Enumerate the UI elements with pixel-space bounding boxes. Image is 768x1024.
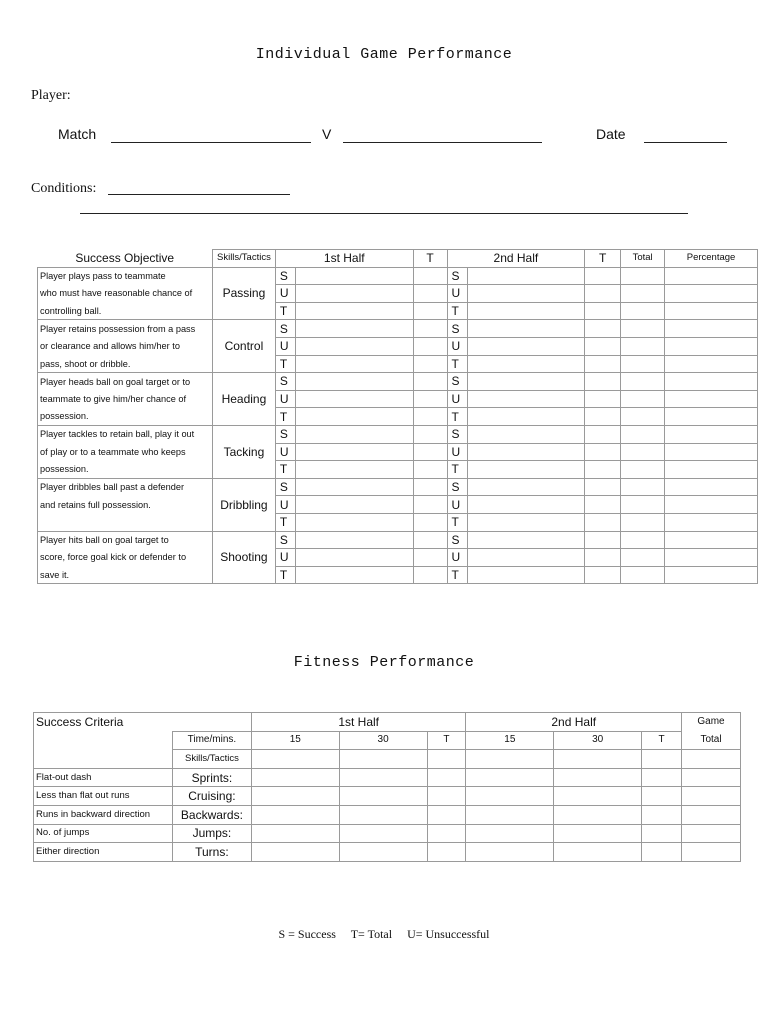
total-cell[interactable] (621, 302, 665, 320)
fitness-entry-cell[interactable] (339, 805, 427, 824)
second-half-tally-cell[interactable] (467, 408, 585, 426)
first-half-total-cell[interactable] (413, 531, 447, 549)
fitness-entry-cell[interactable] (339, 787, 427, 806)
objective-description (38, 513, 213, 531)
total-cell[interactable] (621, 478, 665, 496)
outcome-letter: T (275, 355, 295, 373)
second-half-total-cell[interactable] (585, 355, 621, 373)
fitness-entry-cell[interactable] (339, 768, 427, 787)
first-half-tally-cell[interactable] (295, 267, 413, 285)
match-label: Match (58, 126, 97, 142)
second-half-tally-cell[interactable] (467, 566, 585, 584)
first-half-total-cell[interactable] (413, 302, 447, 320)
vs-label: V (322, 126, 332, 142)
outcome-letter: U (275, 285, 295, 303)
fitness-skill: Sprints: (172, 768, 251, 787)
header-first-half: 1st Half (275, 250, 413, 268)
total-cell[interactable] (621, 443, 665, 461)
first-half-total-cell[interactable] (413, 566, 447, 584)
conditions-line[interactable] (108, 194, 290, 195)
percentage-cell[interactable] (665, 373, 758, 391)
first-half-total-cell[interactable] (413, 373, 447, 391)
percentage-cell[interactable] (665, 320, 758, 338)
fitness-header-row-3 (34, 750, 741, 769)
objective-description: Player heads ball on goal target or to (38, 373, 213, 391)
outcome-letter: S (447, 425, 467, 443)
first-half-total-cell[interactable] (413, 337, 447, 355)
outcome-letter: U (447, 496, 467, 514)
fitness-title: Fitness Performance (293, 654, 475, 671)
total-cell[interactable] (621, 373, 665, 391)
conditions-line-2[interactable] (80, 213, 688, 214)
second-half-total-cell[interactable] (585, 531, 621, 549)
skill-label: Shooting (212, 531, 275, 584)
fitness-header-row-2 (34, 731, 741, 750)
second-half-tally-cell[interactable] (467, 549, 585, 567)
header-total: Total (621, 250, 665, 268)
first-half-tally-cell[interactable] (295, 355, 413, 373)
second-half-tally-cell[interactable] (467, 513, 585, 531)
fitness-header-game: Game (682, 713, 741, 732)
fitness-entry-cell[interactable] (339, 824, 427, 843)
fitness-skill: Jumps: (172, 824, 251, 843)
first-half-total-cell[interactable] (413, 461, 447, 479)
first-half-tally-cell[interactable] (295, 496, 413, 514)
outcome-letter: T (447, 408, 467, 426)
performance-table (37, 249, 758, 584)
page-title: Individual Game Performance (255, 46, 513, 63)
percentage-cell[interactable] (665, 531, 758, 549)
outcome-letter: S (447, 267, 467, 285)
fitness-entry-cell[interactable] (682, 824, 741, 843)
first-half-tally-cell[interactable] (295, 285, 413, 303)
first-half-total-cell[interactable] (413, 285, 447, 303)
outcome-letter: U (447, 443, 467, 461)
second-half-tally-cell[interactable] (467, 425, 585, 443)
fitness-entry-cell[interactable] (682, 768, 741, 787)
total-cell[interactable] (621, 337, 665, 355)
first-half-tally-cell[interactable] (295, 320, 413, 338)
first-half-total-cell[interactable] (413, 267, 447, 285)
total-cell[interactable] (621, 355, 665, 373)
fitness-entry-cell[interactable] (642, 787, 682, 806)
first-half-total-cell[interactable] (413, 425, 447, 443)
header-second-half: 2nd Half (447, 250, 585, 268)
fitness-skill: Cruising: (172, 787, 251, 806)
second-half-total-cell[interactable] (585, 496, 621, 514)
total-cell[interactable] (621, 267, 665, 285)
first-half-tally-cell[interactable] (295, 390, 413, 408)
performance-row (38, 566, 758, 584)
objective-description: possession. (38, 461, 213, 479)
second-half-total-cell[interactable] (585, 302, 621, 320)
performance-row (38, 549, 758, 567)
fitness-entry-cell[interactable] (466, 805, 554, 824)
header-skills-tactics: Skills/Tactics (212, 250, 275, 268)
second-half-tally-cell[interactable] (467, 443, 585, 461)
total-cell[interactable] (621, 531, 665, 549)
fitness-entry-cell[interactable] (427, 768, 466, 787)
fitness-entry-cell[interactable] (466, 824, 554, 843)
percentage-cell[interactable] (665, 461, 758, 479)
performance-row (38, 373, 758, 391)
outcome-letter: T (447, 355, 467, 373)
fitness-entry-cell[interactable] (642, 805, 682, 824)
first-half-tally-cell[interactable] (295, 566, 413, 584)
fitness-col-15-second: 15 (466, 731, 554, 750)
second-half-tally-cell[interactable] (467, 285, 585, 303)
outcome-letter: T (275, 461, 295, 479)
first-half-total-cell[interactable] (413, 478, 447, 496)
total-cell[interactable] (621, 461, 665, 479)
legend: S = Success T= Total U= Unsuccessful (278, 927, 490, 941)
second-half-total-cell[interactable] (585, 373, 621, 391)
second-half-tally-cell[interactable] (467, 320, 585, 338)
header-t-first: T (413, 250, 447, 268)
fitness-row (34, 824, 741, 843)
percentage-cell[interactable] (665, 425, 758, 443)
percentage-cell[interactable] (665, 513, 758, 531)
outcome-letter: T (447, 302, 467, 320)
second-half-total-cell[interactable] (585, 513, 621, 531)
performance-header-row (38, 250, 758, 268)
fitness-row (34, 768, 741, 787)
fitness-col-15-first: 15 (251, 731, 339, 750)
second-half-tally-cell[interactable] (467, 337, 585, 355)
total-cell[interactable] (621, 566, 665, 584)
fitness-criteria: Either direction (34, 843, 173, 862)
first-half-tally-cell[interactable] (295, 408, 413, 426)
first-half-total-cell[interactable] (413, 513, 447, 531)
date-line[interactable] (644, 142, 727, 143)
fitness-header-total: Total (682, 731, 741, 750)
second-half-tally-cell[interactable] (467, 373, 585, 391)
performance-row (38, 513, 758, 531)
outcome-letter: U (447, 549, 467, 567)
fitness-entry-cell[interactable] (642, 768, 682, 787)
outcome-letter: T (447, 513, 467, 531)
outcome-letter: U (447, 390, 467, 408)
fitness-criteria: Runs in backward direction (34, 805, 173, 824)
outcome-letter: S (447, 478, 467, 496)
fitness-row (34, 787, 741, 806)
performance-row (38, 425, 758, 443)
second-half-tally-cell[interactable] (467, 496, 585, 514)
total-cell[interactable] (621, 320, 665, 338)
fitness-entry-cell[interactable] (339, 843, 427, 862)
header-success-criteria: Success Criteria (34, 713, 252, 732)
total-cell[interactable] (621, 549, 665, 567)
fitness-skill: Turns: (172, 843, 251, 862)
performance-row (38, 355, 758, 373)
fitness-col-t-second: T (642, 731, 682, 750)
second-half-tally-cell[interactable] (467, 478, 585, 496)
date-label: Date (596, 126, 626, 142)
first-half-total-cell[interactable] (413, 390, 447, 408)
fitness-entry-cell[interactable] (642, 843, 682, 862)
total-cell[interactable] (621, 408, 665, 426)
fitness-col-t-first: T (427, 731, 466, 750)
fitness-entry-cell[interactable] (427, 843, 466, 862)
objective-description: pass, shoot or dribble. (38, 355, 213, 373)
outcome-letter: T (275, 302, 295, 320)
opponent-line[interactable] (343, 142, 542, 143)
first-half-tally-cell[interactable] (295, 373, 413, 391)
outcome-letter: T (447, 461, 467, 479)
header-success-objective: Success Objective (75, 251, 175, 266)
percentage-cell[interactable] (665, 302, 758, 320)
objective-description: Player plays pass to teammate (38, 267, 213, 285)
objective-description: and retains full possession. (38, 496, 213, 514)
fitness-entry-cell[interactable] (251, 787, 339, 806)
total-cell[interactable] (621, 513, 665, 531)
fitness-entry-cell[interactable] (466, 768, 554, 787)
fitness-entry-cell[interactable] (251, 843, 339, 862)
fitness-entry-cell[interactable] (466, 787, 554, 806)
percentage-cell[interactable] (665, 443, 758, 461)
performance-row (38, 267, 758, 285)
first-half-tally-cell[interactable] (295, 478, 413, 496)
outcome-letter: S (275, 320, 295, 338)
fitness-entry-cell[interactable] (554, 768, 642, 787)
percentage-cell[interactable] (665, 355, 758, 373)
objective-description: save it. (38, 566, 213, 584)
conditions-label: Conditions: (31, 181, 97, 196)
second-half-tally-cell[interactable] (467, 267, 585, 285)
second-half-total-cell[interactable] (585, 267, 621, 285)
header-percentage: Percentage (665, 250, 758, 268)
performance-row (38, 408, 758, 426)
objective-description: Player tackles to retain ball, play it out (38, 425, 213, 443)
percentage-cell[interactable] (665, 267, 758, 285)
objective-description: possession. (38, 408, 213, 426)
fitness-entry-cell[interactable] (682, 805, 741, 824)
outcome-letter: U (275, 549, 295, 567)
performance-row (38, 443, 758, 461)
objective-description: teammate to give him/her chance of (38, 390, 213, 408)
fitness-entry-cell[interactable] (554, 805, 642, 824)
second-half-total-cell[interactable] (585, 461, 621, 479)
fitness-table (33, 712, 741, 862)
percentage-cell[interactable] (665, 285, 758, 303)
second-half-total-cell[interactable] (585, 408, 621, 426)
second-half-tally-cell[interactable] (467, 390, 585, 408)
first-half-total-cell[interactable] (413, 320, 447, 338)
fitness-col-30-second: 30 (554, 731, 642, 750)
first-half-tally-cell[interactable] (295, 461, 413, 479)
fitness-header-row-1 (34, 713, 741, 732)
performance-row (38, 390, 758, 408)
percentage-cell[interactable] (665, 478, 758, 496)
outcome-letter: U (447, 285, 467, 303)
total-cell[interactable] (621, 496, 665, 514)
fitness-skill: Backwards: (172, 805, 251, 824)
outcome-letter: S (275, 373, 295, 391)
fitness-header-first-half: 1st Half (251, 713, 466, 732)
outcome-letter: T (275, 513, 295, 531)
first-half-tally-cell[interactable] (295, 513, 413, 531)
fitness-col-30-first: 30 (339, 731, 427, 750)
percentage-cell[interactable] (665, 337, 758, 355)
fitness-entry-cell[interactable] (682, 787, 741, 806)
header-t-second: T (585, 250, 621, 268)
outcome-letter: T (275, 566, 295, 584)
skill-label: Control (212, 320, 275, 373)
performance-row (38, 478, 758, 496)
second-half-total-cell[interactable] (585, 337, 621, 355)
header-fitness-skills-tactics: Skills/Tactics (172, 750, 251, 769)
outcome-letter: U (275, 443, 295, 461)
total-cell[interactable] (621, 425, 665, 443)
total-cell[interactable] (621, 285, 665, 303)
first-half-tally-cell[interactable] (295, 443, 413, 461)
fitness-row (34, 805, 741, 824)
first-half-total-cell[interactable] (413, 496, 447, 514)
outcome-letter: U (275, 390, 295, 408)
first-half-tally-cell[interactable] (295, 549, 413, 567)
outcome-letter: S (275, 531, 295, 549)
second-half-total-cell[interactable] (585, 478, 621, 496)
fitness-row (34, 843, 741, 862)
percentage-cell[interactable] (665, 390, 758, 408)
skill-label: Tacking (212, 425, 275, 478)
percentage-cell[interactable] (665, 566, 758, 584)
performance-row (38, 302, 758, 320)
performance-row (38, 531, 758, 549)
outcome-letter: S (447, 531, 467, 549)
match-team-line[interactable] (111, 142, 311, 143)
outcome-letter: T (447, 566, 467, 584)
skill-label: Passing (212, 267, 275, 320)
skill-label: Heading (212, 373, 275, 426)
performance-row (38, 285, 758, 303)
first-half-tally-cell[interactable] (295, 302, 413, 320)
fitness-entry-cell[interactable] (251, 805, 339, 824)
header-time-mins: Time/mins. (172, 731, 251, 750)
objective-description: Player retains possession from a pass (38, 320, 213, 338)
fitness-entry-cell[interactable] (427, 787, 466, 806)
outcome-letter: S (275, 478, 295, 496)
outcome-letter: T (275, 408, 295, 426)
fitness-header-second-half: 2nd Half (466, 713, 682, 732)
performance-row (38, 337, 758, 355)
fitness-entry-cell[interactable] (554, 843, 642, 862)
skill-label: Dribbling (212, 478, 275, 531)
objective-description: Player hits ball on goal target to (38, 531, 213, 549)
fitness-entry-cell[interactable] (554, 824, 642, 843)
second-half-total-cell[interactable] (585, 390, 621, 408)
fitness-entry-cell[interactable] (427, 824, 466, 843)
fitness-entry-cell[interactable] (251, 768, 339, 787)
second-half-total-cell[interactable] (585, 320, 621, 338)
second-half-total-cell[interactable] (585, 549, 621, 567)
outcome-letter: S (275, 425, 295, 443)
second-half-total-cell[interactable] (585, 566, 621, 584)
performance-row (38, 320, 758, 338)
second-half-total-cell[interactable] (585, 285, 621, 303)
second-half-tally-cell[interactable] (467, 531, 585, 549)
second-half-tally-cell[interactable] (467, 302, 585, 320)
objective-description: score, force goal kick or defender to (38, 549, 213, 567)
first-half-tally-cell[interactable] (295, 531, 413, 549)
second-half-tally-cell[interactable] (467, 461, 585, 479)
second-half-total-cell[interactable] (585, 425, 621, 443)
percentage-cell[interactable] (665, 496, 758, 514)
first-half-total-cell[interactable] (413, 443, 447, 461)
outcome-letter: S (447, 373, 467, 391)
fitness-entry-cell[interactable] (251, 824, 339, 843)
objective-description: or clearance and allows him/her to (38, 337, 213, 355)
fitness-entry-cell[interactable] (427, 805, 466, 824)
fitness-criteria: No. of jumps (34, 824, 173, 843)
second-half-tally-cell[interactable] (467, 355, 585, 373)
outcome-letter: U (447, 337, 467, 355)
performance-row (38, 461, 758, 479)
fitness-entry-cell[interactable] (642, 824, 682, 843)
percentage-cell[interactable] (665, 549, 758, 567)
fitness-criteria: Flat-out dash (34, 768, 173, 787)
fitness-entry-cell[interactable] (554, 787, 642, 806)
fitness-entry-cell[interactable] (682, 843, 741, 862)
performance-row (38, 496, 758, 514)
total-cell[interactable] (621, 390, 665, 408)
objective-description: of play or to a teammate who keeps (38, 443, 213, 461)
player-label: Player: (31, 88, 71, 103)
percentage-cell[interactable] (665, 408, 758, 426)
outcome-letter: S (447, 320, 467, 338)
second-half-total-cell[interactable] (585, 443, 621, 461)
first-half-total-cell[interactable] (413, 408, 447, 426)
outcome-letter: S (275, 267, 295, 285)
objective-description: Player dribbles ball past a defender (38, 478, 213, 496)
objective-description: who must have reasonable chance of (38, 285, 213, 303)
first-half-total-cell[interactable] (413, 355, 447, 373)
first-half-tally-cell[interactable] (295, 425, 413, 443)
first-half-tally-cell[interactable] (295, 337, 413, 355)
outcome-letter: U (275, 496, 295, 514)
outcome-letter: U (275, 337, 295, 355)
fitness-entry-cell[interactable] (466, 843, 554, 862)
objective-description: controlling ball. (38, 302, 213, 320)
first-half-total-cell[interactable] (413, 549, 447, 567)
fitness-criteria: Less than flat out runs (34, 787, 173, 806)
